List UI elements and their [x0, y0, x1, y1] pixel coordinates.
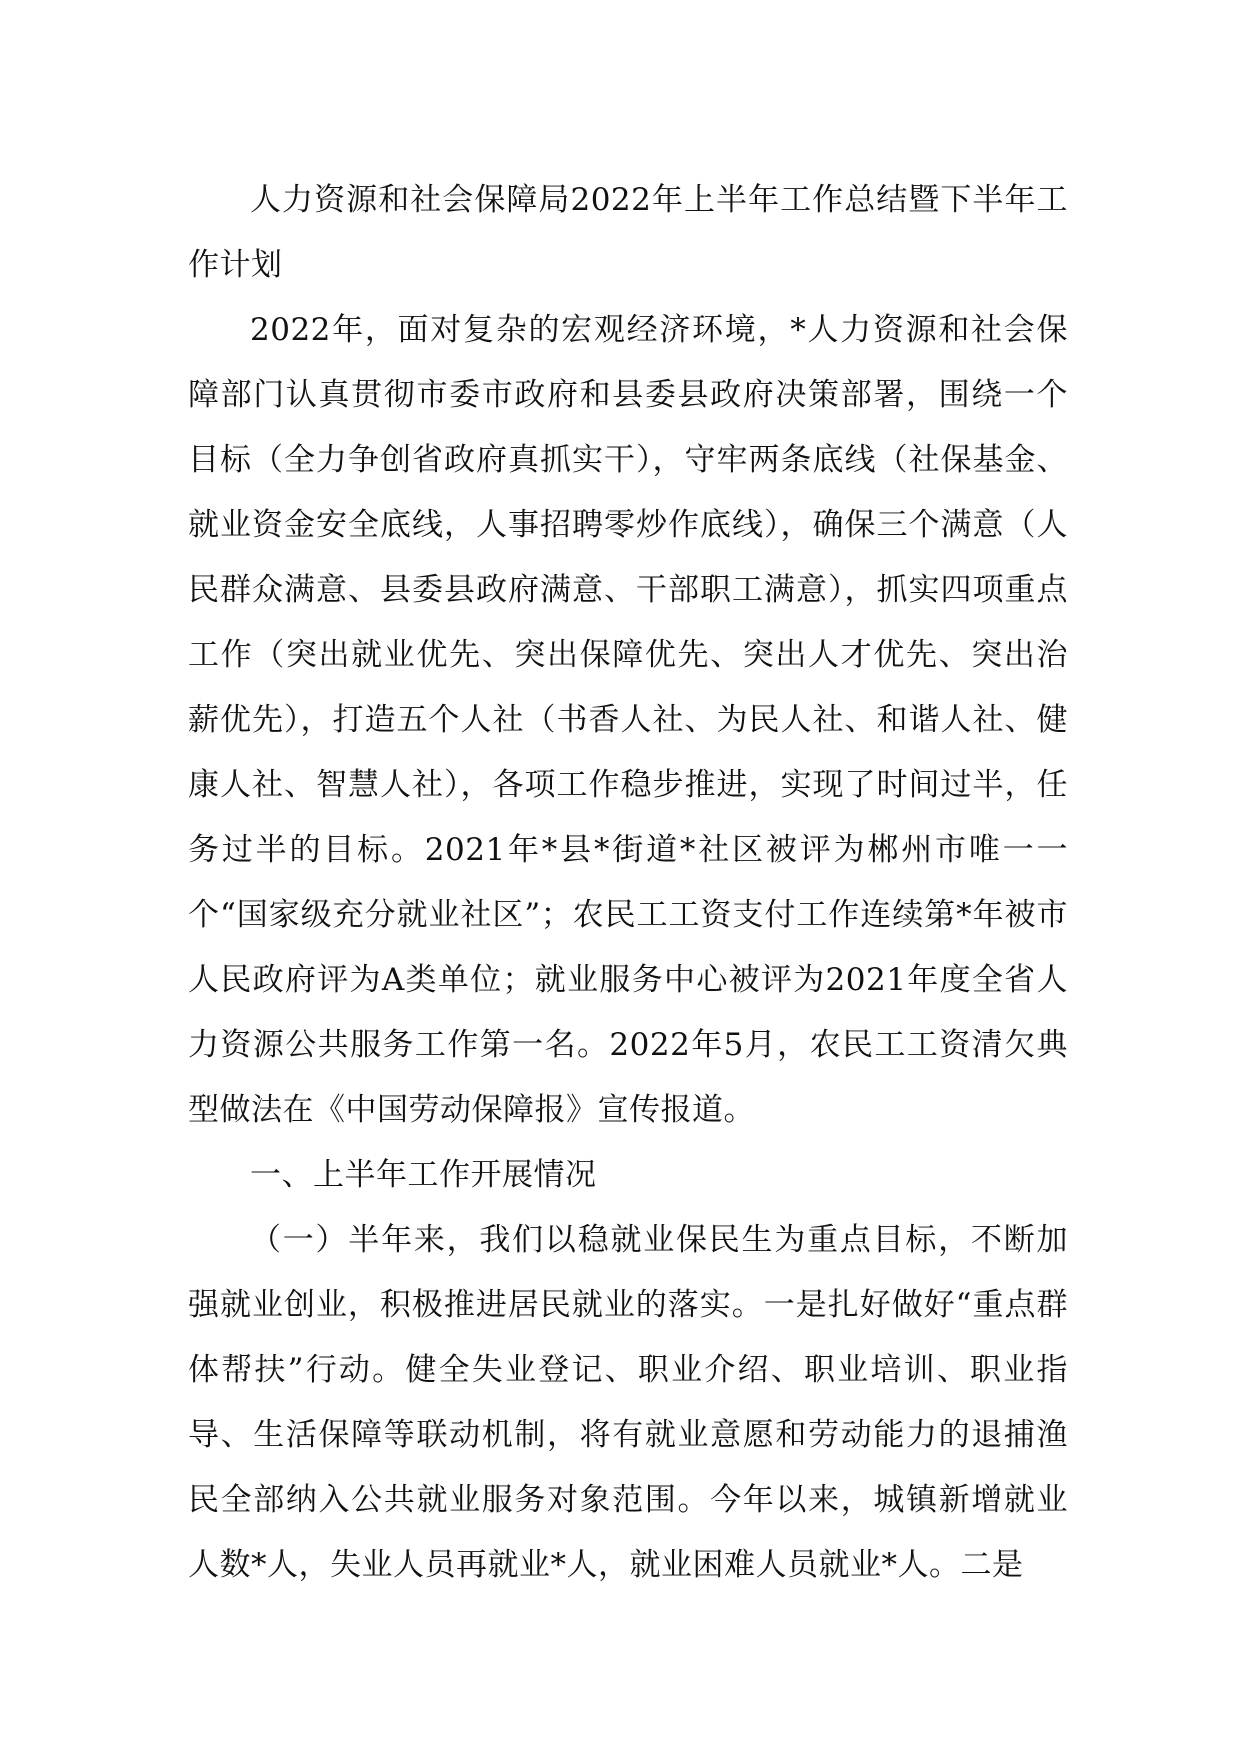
section-heading: 一、上半年工作开展情况 [250, 1157, 597, 1193]
intro-paragraph: 2022年，面对复杂的宏观经济环境，*人力资源和社会保障部门认真贯彻市委市政府和县委县政府决策部署，围绕一个目标（全力争创省政府真抓实干），守牢两条底线（社保基金、就业资金安全底线，人事招聘零炒作底线），确保三个满意（人民群众满意、县委县政府满意、干部职工满意），抓实四项重点工作（突出就业优先、突出保障优先、突出人才优先、突出治薪优先），打造五个人社（书香人社、为民人社、和谐人社、健康人社、智慧人社），各项工作稳步推进，实现了时间过半，任务过半的目标。2021年*县*街道*社区被评为郴州市唯一一个“国家级充分就业社区”；农民工工资支付工作连续第*年被市人民政府评为A类单位；就业服务中心被评为2021年度全省人力资源公共服务工作第一名。2022年5月，农民工工资清欠典型做法在《中国劳动保障报》宣传报道。 [188, 312, 1068, 1128]
document-title: 人力资源和社会保障局2022年上半年工作总结暨下半年工作计划 [188, 182, 1068, 283]
section-paragraph: （一）半年来，我们以稳就业保民生为重点目标，不断加强就业创业，积极推进居民就业的落实。一是扎好做好“重点群体帮扶”行动。健全失业登记、职业介绍、职业培训、职业指导、生活保障等联动机制，将有就业意愿和劳动能力的退捕渔民全部纳入公共就业服务对象范围。今年以来，城镇新增就业人数*人，失业人员再就业*人，就业困难人员就业*人。二是 [188, 1222, 1068, 1583]
document-body [188, 168, 1068, 1598]
